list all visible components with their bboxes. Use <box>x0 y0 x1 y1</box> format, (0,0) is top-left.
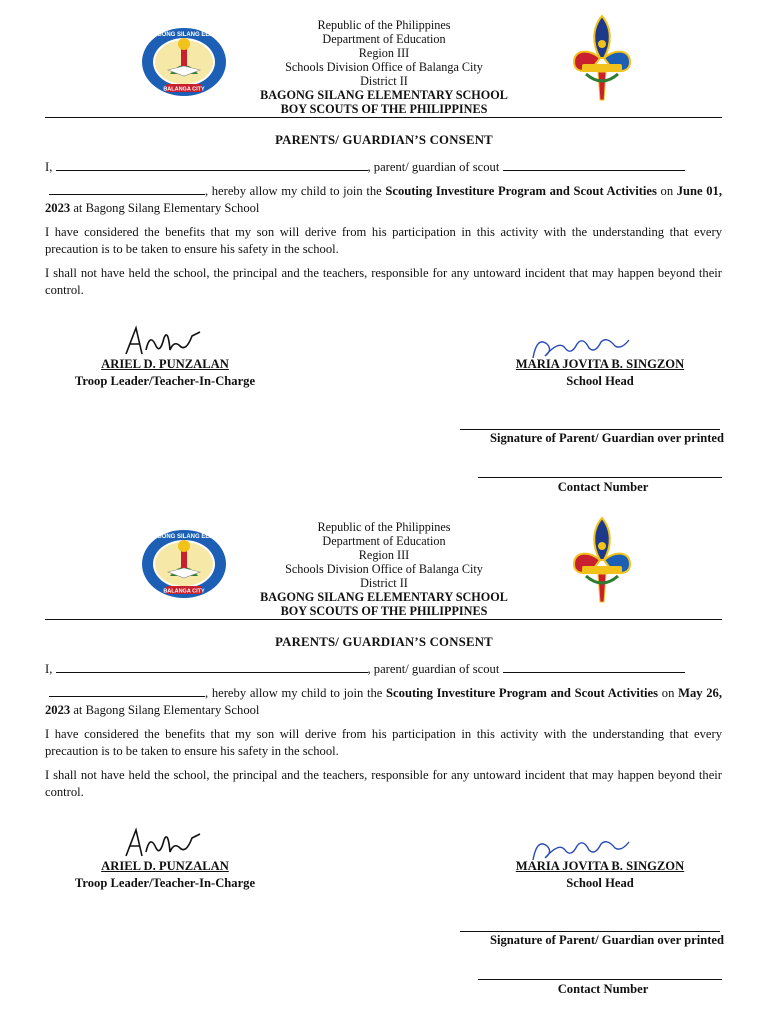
leader-signature-image <box>120 324 210 360</box>
benefits-paragraph: I have considered the benefits that my son will derive from his participation in this activity with the understanding that every precaution is to be taken to ensure his safety in the school. <box>45 727 722 758</box>
activity-place: at Bagong Silang Elementary School <box>73 200 260 215</box>
school-head-name: MARIA JOVITA B. SINGZON <box>515 357 685 371</box>
school-head-signatory <box>470 356 730 389</box>
activity-place: at Bagong Silang Elementary School <box>73 702 260 717</box>
letterhead-region: Region III <box>358 548 410 562</box>
p1-middle: , parent/ guardian of scout <box>367 662 500 676</box>
header-divider <box>45 619 722 620</box>
troop-leader-name: ARIEL D. PUNZALAN <box>101 357 229 371</box>
permission-paragraph <box>45 182 722 216</box>
permission-paragraph <box>45 684 722 718</box>
contact-number-label: Contact Number <box>557 982 649 996</box>
school-head-role: School Head <box>566 373 634 388</box>
letterhead-district: District II <box>360 74 408 88</box>
consent-form-1 <box>0 0 768 502</box>
letterhead <box>0 18 768 116</box>
letterhead-department: Department of Education <box>322 534 446 548</box>
p1-prefix: I, <box>45 160 53 174</box>
svg-text:BAGONG SILANG ELEM.: BAGONG SILANG ELEM. <box>148 32 220 38</box>
program-name: Scouting Investiture Program and Scout Activities <box>386 686 659 700</box>
letterhead-district: District II <box>360 576 408 590</box>
letterhead-school: BAGONG SILANG ELEMENTARY SCHOOL <box>260 590 508 604</box>
liability-paragraph: I shall not have held the school, the principal and the teachers, responsible for any untoward incident that may happen beyond their control. <box>45 768 722 799</box>
p1-prefix: I, <box>45 662 53 676</box>
svg-text:BAGONG SILANG ELEM.: BAGONG SILANG ELEM. <box>148 534 220 540</box>
school-head-signatory <box>470 858 730 891</box>
troop-leader-signatory <box>40 356 290 389</box>
parent-signature-label: Signature of Parent/ Guardian over printed <box>489 431 724 445</box>
scout-name-blank[interactable] <box>503 660 685 673</box>
letterhead-org: BOY SCOUTS OF THE PHILIPPINES <box>280 604 488 618</box>
benefits-paragraph: I have considered the benefits that my son will derive from his participation in this activity with the understanding that every precaution is to be taken to ensure his safety in the school. <box>45 225 722 256</box>
troop-leader-role: Troop Leader/Teacher-In-Charge <box>74 373 256 388</box>
letterhead-school: BAGONG SILANG ELEMENTARY SCHOOL <box>260 88 508 102</box>
parent-name-line <box>45 158 722 176</box>
form-title: PARENTS/ GUARDIAN’S CONSENT <box>275 133 493 147</box>
letterhead-republic: Republic of the Philippines <box>317 520 451 534</box>
contact-number-label: Contact Number <box>557 480 649 494</box>
activity-date: May 26, 2023 <box>45 686 722 717</box>
p2-on: on <box>661 686 675 700</box>
parent-signature-label: Signature of Parent/ Guardian over printed <box>489 933 724 947</box>
p2-on: on <box>660 184 674 198</box>
school-head-role: School Head <box>566 875 634 890</box>
troop-leader-name: ARIEL D. PUNZALAN <box>101 859 229 873</box>
header-divider <box>45 117 722 118</box>
activity-date: June 01, 2023 <box>45 184 722 215</box>
letterhead <box>0 520 768 618</box>
contact-number-line[interactable] <box>478 979 722 980</box>
p2-text: , hereby allow my child to join the <box>205 686 383 700</box>
letterhead-republic: Republic of the Philippines <box>317 18 451 32</box>
letterhead-region: Region III <box>358 46 410 60</box>
letterhead-department: Department of Education <box>322 32 446 46</box>
letterhead-division: Schools Division Office of Balanga City <box>285 562 483 576</box>
contact-number-line[interactable] <box>478 477 722 478</box>
scout-name-blank-2[interactable] <box>49 182 205 195</box>
form-title: PARENTS/ GUARDIAN’S CONSENT <box>275 635 493 649</box>
program-name: Scouting Investiture Program and Scout Activities <box>385 184 657 198</box>
p1-middle: , parent/ guardian of scout <box>367 160 500 174</box>
troop-leader-signatory <box>40 858 290 891</box>
svg-text:BALANGA CITY: BALANGA CITY <box>163 588 205 595</box>
parent-name-line <box>45 660 722 678</box>
parent-name-blank[interactable] <box>56 158 368 171</box>
consent-form-2 <box>0 502 768 1004</box>
scout-name-blank-2[interactable] <box>49 684 205 697</box>
liability-paragraph: I shall not have held the school, the principal and the teachers, responsible for any untoward incident that may happen beyond their control. <box>45 266 722 297</box>
troop-leader-role: Troop Leader/Teacher-In-Charge <box>74 875 256 890</box>
letterhead-division: Schools Division Office of Balanga City <box>285 60 483 74</box>
parent-name-blank[interactable] <box>56 660 368 673</box>
letterhead-org: BOY SCOUTS OF THE PHILIPPINES <box>280 102 488 116</box>
school-head-name: MARIA JOVITA B. SINGZON <box>515 859 685 873</box>
scout-name-blank[interactable] <box>503 158 685 171</box>
svg-text:BALANGA CITY: BALANGA CITY <box>163 86 205 93</box>
p2-text: , hereby allow my child to join the <box>205 184 382 198</box>
leader-signature-image <box>120 826 210 862</box>
